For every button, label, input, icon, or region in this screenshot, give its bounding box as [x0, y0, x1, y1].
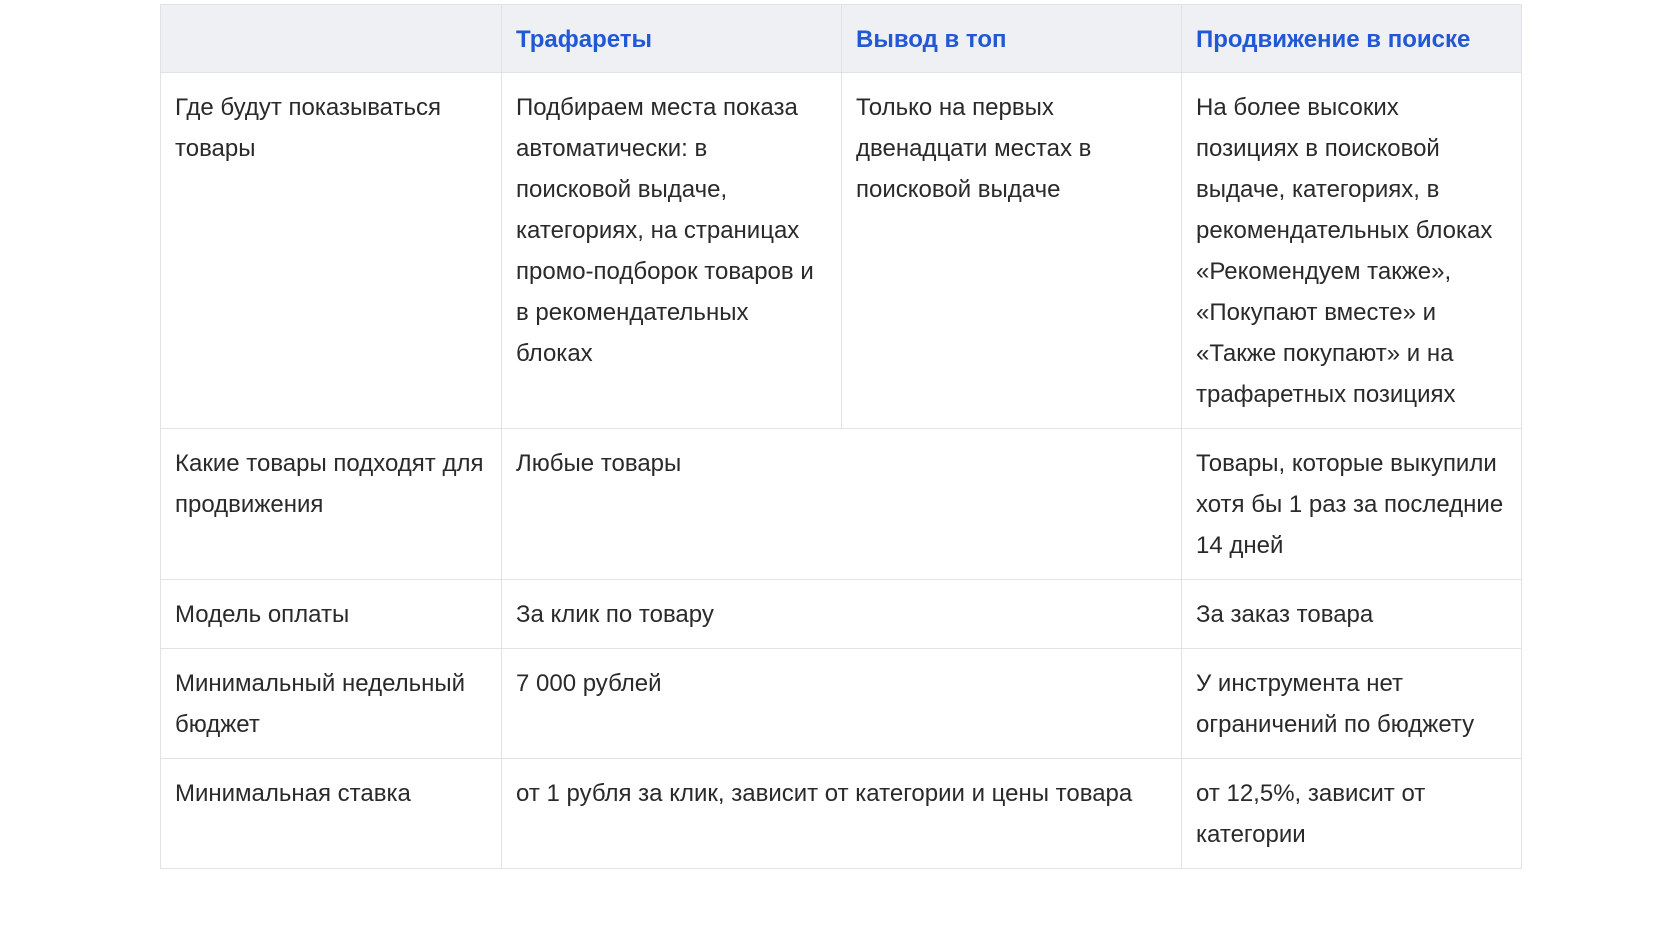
- header-stencils: Трафареты: [502, 5, 842, 73]
- header-empty-cell: [161, 5, 502, 73]
- table-row: [161, 580, 1522, 649]
- row-label: Где будут показываться товары: [161, 73, 502, 429]
- cell-stencils-top: 7 000 рублей: [502, 649, 1182, 759]
- table-row: [161, 649, 1522, 759]
- table-header: [161, 5, 1522, 73]
- row-label: Какие товары подходят для продвижения: [161, 429, 502, 580]
- cell-stencils-top: Любые товары: [502, 429, 1182, 580]
- cell-search: На более высоких позициях в поисковой выдаче, категориях, в рекомендательных блоках «Рекомендуем также», «Покупают вместе» и «Также покупают» и на трафаретных позициях: [1182, 73, 1522, 429]
- row-label: Модель оплаты: [161, 580, 502, 649]
- header-search-promotion: Продвижение в поиске: [1182, 5, 1522, 73]
- table-row: [161, 73, 1522, 429]
- table-body: [161, 73, 1522, 869]
- cell-search: от 12,5%, зависит от категории: [1182, 759, 1522, 869]
- cell-stencils-top: За клик по товару: [502, 580, 1182, 649]
- row-label: Минимальная ставка: [161, 759, 502, 869]
- table-row: [161, 759, 1522, 869]
- cell-search: Товары, которые выкупили хотя бы 1 раз за последние 14 дней: [1182, 429, 1522, 580]
- cell-top: Только на первых двенадцати местах в поисковой выдаче: [842, 73, 1182, 429]
- cell-search: У инструмента нет ограничений по бюджету: [1182, 649, 1522, 759]
- row-label: Минимальный недельный бюджет: [161, 649, 502, 759]
- cell-stencils: Подбираем места показа автоматически: в поисковой выдаче, категориях, на страницах промо-подборок товаров и в рекомендательных блоках: [502, 73, 842, 429]
- header-row: [161, 5, 1522, 73]
- cell-search: За заказ товара: [1182, 580, 1522, 649]
- header-top: Вывод в топ: [842, 5, 1182, 73]
- table-row: [161, 429, 1522, 580]
- cell-stencils-top: от 1 рубля за клик, зависит от категории и цены товара: [502, 759, 1182, 869]
- comparison-table: [160, 4, 1522, 869]
